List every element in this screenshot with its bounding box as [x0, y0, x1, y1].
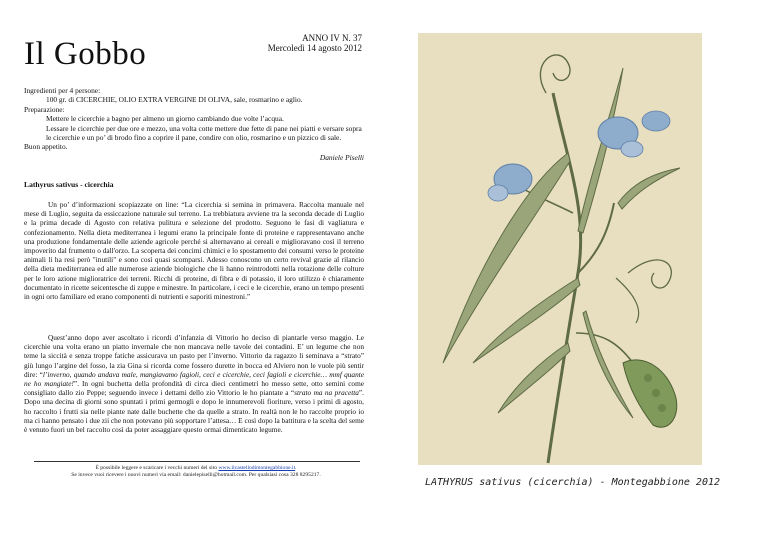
footer-line-1 [24, 465, 368, 472]
ingredients-label: Ingredienti per 4 persone: [24, 86, 101, 95]
ingredients-text: 100 gr. di CICERCHIE, OLIO EXTRA VERGINE DI OLIVA, sale, rosmarino e aglio. [46, 95, 303, 105]
footer-prefix: È possibile leggere e scaricare i vecchi numeri del sito [95, 465, 219, 471]
paragraph-2-part-a: Quest’anno dopo aver ascoltato i ricordi d’infanzia di Vittorio ho deciso di piantarle verso maggio. Le cicerchie una volta erano un piatto invernale che non mancava nelle tavole dei contadini. E’ un legume che non teme la siccità e senza troppe fatiche assicurava un pasto per l’inverno. Vittorio da ragazzo li seminava a “strato” giù lungo l’argine del fosso, la zia Gina si ricorda come fossero durette in bocca ed Alviero non le vuole più sentir dire: “ [24, 333, 364, 379]
botanical-illustration [418, 33, 702, 465]
newsletter-title: Il Gobbo [24, 36, 147, 72]
article-title: Lathyrus sativus - cicerchia [24, 180, 114, 189]
site-link[interactable]: www.ilcastellodimontegabbione.it [218, 465, 296, 471]
plant-drawing [418, 33, 702, 465]
footer-line-2: Se invece vuoi ricevere i nuovi numeri via email: danielepiselli@hotmail.com. Per qualsiasi cosa 328 8295217. [71, 472, 321, 478]
left-page [24, 0, 368, 543]
recipe-author: Daniele Piselli [319, 152, 364, 162]
issue-info [268, 33, 362, 53]
closing-text: Buon appetito. [24, 142, 68, 152]
issue-date: Mercoledì 14 agosto 2012 [267, 43, 362, 53]
footer-suffix: . [295, 465, 297, 471]
recipe-block [24, 86, 364, 162]
paragraph-2-quote: l’inverno, quando andava male, mangiavamo fagioli, ceci e cicerchie, ceci fagioli e cicerchie… mmf quante ne ho mangiate! [24, 369, 364, 389]
article-paragraph-1: Un po’ d’informazioni scopiazzate on line: “La cicerchia si semina in primavera. Raccolta manuale nel mese di Luglio, seguita da essiccazione naturale sul terreno. La trebbiatura avviene tra la seconda decade di Luglio e la prima decade di Agosto con relativa pulitura e selezione del prodotto. Seguono le fasi di vagliatura e confezionamento. Nella dieta mediterranea i legumi erano la principale fonte di proteine e rappresentavano anche una produzione fondamentale delle aziende agricole perché si alternavano ai cereali e miglioravano così il terreno impoverito dal frumento o dall'orzo. La scoperta dei concimi chimici e lo spostamento dei consumi verso le proteine animali li ha resi però "inutili" e sono così quasi scomparsi. Adesso conoscono un certo revival grazie al rilancio della dieta mediterranea ed alle numerose aziende biologiche che li hanno reintrodotti nella rotazione delle colture per le loro azione miglioratrice dei terreni. Ricchi di proteine, di fibra e di potassio, il loro utilizzo è chiaramente documentato in ricette seicentesche di zuppe e minestre. In particolare, i ceci e le cicerchie, erano un tempo presenti in ogni orto familiare ed erano componenti di nutrienti e saporiti minestroni.” [24, 200, 364, 302]
plate-caption [425, 477, 720, 488]
paragraph-2-part-b: ”. In ogni buchetta della profondità di circa dieci centimetri ho messo sette, otto semini come consigliato dallo zio Peppe; seguendo invece i dettami dello zio Vittorio le ho piantate a “ [24, 379, 364, 398]
paragraph-2-part-c: ”. Dopo una decina di giorni sono spuntati i primi germogli e dopo le innumerevoli fioriture, verso i primi di agosto, ho raccolto i frutti sia nelle piante nate dalle buchette che da quelle a strato. In realtà non le ho raccolte proprio io ma ci hanno pensato i due zii che non potevano più sopportare l’attesa… E così dopo la battitura e la scelta del seme è venuto fuori un bel raccolto così da poter assaggiare questo ormai dimenticato legume. [24, 388, 365, 435]
preparation-step-1: Mettere le cicerchie a bagno per almeno un giorno cambiando due volte l’acqua. [46, 114, 284, 124]
issue-number: ANNO IV N. 37 [302, 33, 362, 43]
caption-genus: LATHYRUS [425, 477, 474, 488]
footer [24, 465, 368, 479]
footer-divider [34, 461, 360, 462]
preparation-label: Preparazione: [24, 104, 65, 114]
paragraph-2-quote-2: strato ma na pracetta [294, 388, 359, 398]
preparation-step-2: Lessare le cicerchie per due ore e mezzo, una volta cotte mettere due fette di pane nei piatti e versare sopra le cicerchie e un po’ di brodo fino a coprire il pane, condire con olio, rosmarino e un pizzico di sale. [46, 123, 362, 143]
article-paragraph-2 [24, 333, 364, 434]
caption-rest: sativus (cicerchia) - Montegabbione 2012 [473, 477, 721, 488]
